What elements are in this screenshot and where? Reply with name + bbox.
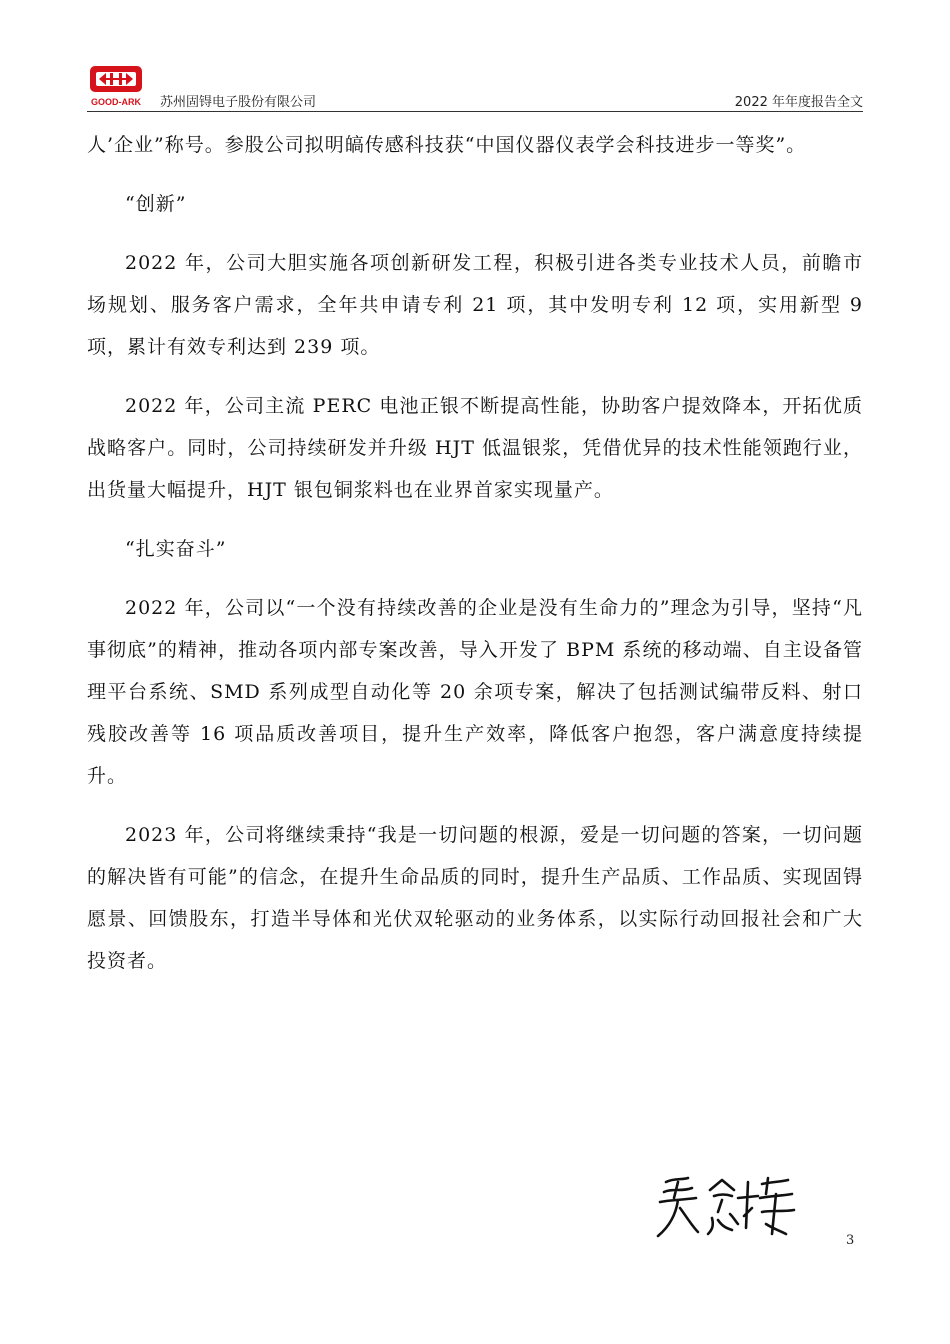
section-heading-innovation: “创新” [125, 193, 187, 215]
signature-graphic [652, 1168, 800, 1244]
company-name: 苏州固锝电子股份有限公司 [160, 95, 317, 110]
page-number: 3 [846, 1233, 855, 1248]
paragraph-innovation-silver-paste: 2022 年，公司主流 PERC 电池正银不断提高性能，协助客户提效降本，开拓优质战略客户。同时，公司持续研发并升级 HJT 低温银浆，凭借优异的技术性能领跑行业，出货量大幅提升，HJT 银包铜浆料也在业界首家实现量产。 [87, 395, 863, 501]
logo-text: GOOD-ARK [91, 97, 141, 107]
page-header [87, 64, 863, 110]
chairman-signature [652, 1168, 800, 1244]
paragraph-continuation: 人’企业”称号。参股公司拟明皜传感科技获“中国仪器仪表学会科技进步一等奖”。 [87, 134, 807, 156]
report-title: 2022 年年度报告全文 [734, 95, 863, 110]
logo-mark-icon [87, 64, 147, 110]
paragraph-innovation-patents: 2022 年，公司大胆实施各项创新研发工程，积极引进各类专业技术人员，前瞻市场规划、服务客户需求，全年共申请专利 21 项，其中发明专利 12 项，实用新型 9 项，累计有效专利达到 239 项。 [87, 252, 863, 358]
paragraph-outlook-2023: 2023 年，公司将继续秉持“我是一切问题的根源，爱是一切问题的答案，一切问题的解决皆有可能”的信念，在提升生命品质的同时，提升生产品质、工作品质、实现固锝愿景、回馈股东，打造半导体和光伏双轮驱动的业务体系，以实际行动回报社会和广大投资者。 [87, 824, 863, 972]
header-divider [87, 111, 863, 112]
main-content [87, 124, 863, 999]
section-heading-hard-work: “扎实奋斗” [125, 538, 227, 560]
paragraph-improvement: 2022 年，公司以“一个没有持续改善的企业是没有生命力的”理念为引导，坚持“凡事彻底”的精神，推动各项内部专案改善，导入开发了 BPM 系统的移动端、自主设备管理平台系统、SMD 系列成型自动化等 20 余项专案，解决了包括测试编带反料、射口残胶改善等 16 项品质改善项目，提升生产效率，降低客户抱怨，客户满意度持续提升。 [87, 597, 863, 787]
good-ark-logo [87, 64, 147, 110]
